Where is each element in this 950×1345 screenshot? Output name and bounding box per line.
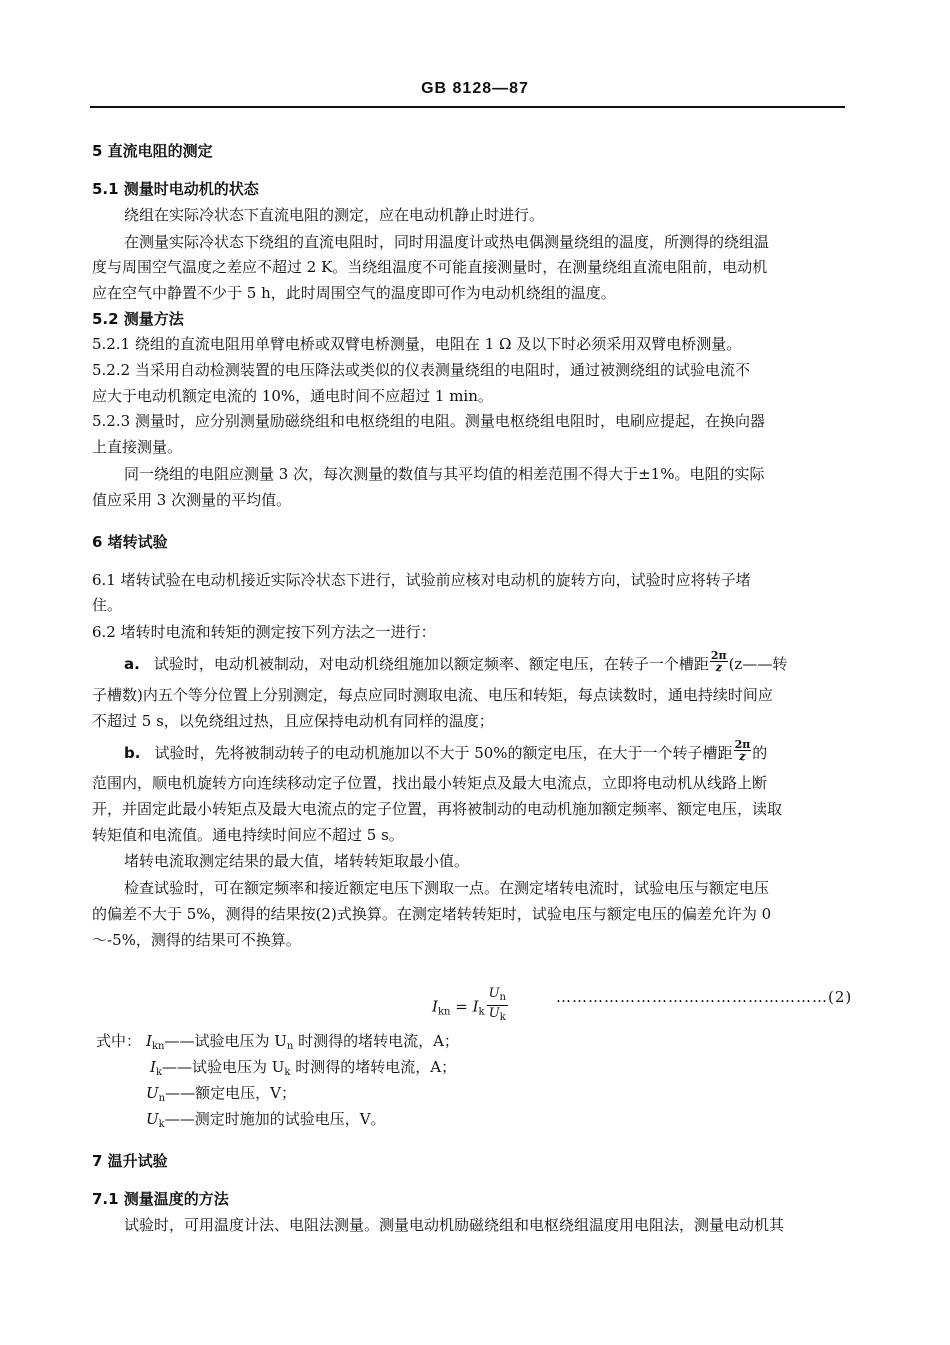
definition-un [146, 1082, 296, 1110]
section-7-1-title: 7.1 测量温度的方法 [92, 1190, 229, 1208]
def-text: ——试验电压为 U [162, 1058, 285, 1076]
def-symbol-sub: n [158, 1093, 166, 1104]
def-symbol: U [146, 1084, 159, 1102]
item-b-label: b. [124, 744, 141, 762]
formula-2 [432, 988, 508, 1027]
paragraph: 值应采用 3 次测量的平均值。 [92, 491, 292, 509]
item-b-text: 的 [752, 744, 768, 762]
clause-5-2-2: 应大于电动机额定电流的 10%，通电时间不应超过 1 min。 [92, 387, 493, 405]
item-a-text: 试验时，电动机被制动，对电动机绕组施加以额定频率、额定电压，在转子一个槽距 [153, 655, 709, 673]
formula-denominator-sub: k [499, 1012, 506, 1023]
clause-6-2: 6.2 堵转时电流和转矩的测定按下列方法之一进行： [92, 623, 436, 641]
formula-numerator: U [488, 986, 500, 1001]
item-b [124, 737, 879, 766]
fraction-numerator: 2π [710, 648, 727, 662]
def-text: ——测定时施加的试验电压，V。 [164, 1110, 386, 1128]
item-a-text: (z——转 [728, 655, 788, 673]
clause-5-2-2: 5.2.2 当采用自动检测装置的电压降法或类似的仪表测量绕组的电阻时，通过被测绕组的试验电流不 [92, 361, 750, 379]
fraction-denominator: z [715, 660, 722, 674]
def-text-post: 时测得的堵转电流，A； [293, 1032, 459, 1050]
header-rule [90, 106, 845, 108]
paragraph: 应在空气中静置不少于 5 h，此时周围空气的温度即可作为电动机绕组的温度。 [92, 284, 616, 302]
clause-6-1: 6.1 堵转试验在电动机接近实际冷状态下进行，试验前应核对电动机的旋转方向，试验时应将转子堵 [92, 571, 751, 589]
formula-lhs-sub: kn [437, 1006, 451, 1018]
item-b: 转矩值和电流值。通电持续时间应不超过 5 s。 [92, 826, 404, 844]
def-text-post: 时测得的堵转电流，A； [290, 1058, 457, 1076]
paragraph: ～-5%，测得的结果可不换算。 [92, 931, 301, 949]
section-5-1-title: 5.1 测量时电动机的状态 [92, 180, 259, 198]
fraction-denominator: z [739, 749, 746, 763]
section-7-title: 7 温升试验 [92, 1152, 168, 1170]
def-symbol: I [146, 1032, 152, 1050]
paragraph: 检查试验时，可在额定频率和接近额定电压下测取一点。在测定堵转电流时，试验电压与额定电压 [124, 879, 770, 897]
formula-fraction [487, 986, 508, 1025]
paragraph: 度与周围空气温度之差应不超过 2 K。当绕组温度不可能直接测量时，在测量绕组直流电阻前，电动机 [92, 258, 768, 276]
paragraph: 在测量实际冷状态下绕组的直流电阻时，同时用温度计或热电偶测量绕组的温度，所测得的绕组温 [124, 233, 770, 251]
formula-number: ……………………………………………(2) [556, 988, 853, 1006]
item-a: 子槽数)内五个等分位置上分别测定，每点应同时测取电流、电压和转矩，每点读数时，通电持续时间应 [92, 686, 773, 704]
page-header: GB 8128—87 [421, 80, 529, 97]
clause-5-2-3: 5.2.3 测量时，应分别测量励磁绕组和电枢绕组的电阻。测量电枢绕组电阻时，电刷应提起，在换向器 [92, 412, 765, 430]
def-text-sub: n [286, 1041, 294, 1052]
paragraph: 同一绕组的电阻应测量 3 次，每次测量的数值与其平均值的相差范围不得大于±1%。电阻的实际 [124, 465, 765, 483]
item-b: 开，并固定此最小转矩点及最大电流点的定子位置，再将被制动的电动机施加额定频率、额定电压，读取 [92, 800, 783, 818]
formula-rhs: I [472, 997, 479, 1016]
section-5-2-title: 5.2 测量方法 [92, 310, 184, 328]
clause-6-1: 住。 [92, 596, 123, 614]
def-symbol-sub: kn [151, 1041, 165, 1052]
clause-5-2-3: 上直接测量。 [92, 438, 183, 456]
paragraph: 的偏差不大于 5%，测得的结果按(2)式换算。在测定堵转转矩时，试验电压与额定电压的偏差允许为 0 [92, 905, 772, 923]
def-symbol-sub: k [155, 1067, 162, 1078]
item-b-text: 试验时，先将被制动转子的电动机施加以不大于 50%的额定电压，在大于一个转子槽距 [154, 744, 733, 762]
fraction-numerator: 2π [734, 737, 751, 751]
definition-uk [146, 1108, 386, 1136]
section-5-title: 5 直流电阻的测定 [92, 142, 213, 160]
formula-equals: = [455, 997, 468, 1016]
definition-ik [150, 1056, 456, 1084]
item-b: 范围内，顺电机旋转方向连续移动定子位置，找出最小转矩点及最大电流点，立即将电动机从线路上断 [92, 774, 768, 792]
paragraph: 试验时，可用温度计法、电阻法测量。测量电动机励磁绕组和电枢绕组温度用电阻法，测量电动机其 [124, 1216, 785, 1234]
def-text: ——额定电压，V； [165, 1084, 296, 1102]
item-a-label: a. [124, 655, 140, 673]
item-a: 不超过 5 s，以免绕组过热，且应保持电动机有同样的温度； [92, 712, 494, 730]
formula-numerator-sub: n [499, 992, 506, 1003]
formula-lhs: I [432, 997, 438, 1016]
section-6-title: 6 堵转试验 [92, 533, 168, 551]
def-symbol: I [150, 1058, 156, 1076]
clause-5-2-1: 5.2.1 绕组的直流电阻用单臂电桥或双臂电桥测量，电阻在 1 Ω 及以下时必须采用双臂电桥测量。 [92, 335, 742, 353]
def-symbol-sub: k [158, 1119, 165, 1130]
where-label: 式中： [96, 1032, 142, 1050]
paragraph: 绕组在实际冷状态下直流电阻的测定，应在电动机静止时进行。 [124, 206, 545, 224]
formula-rhs-sub: k [478, 1006, 485, 1018]
slot-pitch-fraction [710, 650, 728, 673]
def-symbol: U [146, 1110, 159, 1128]
slot-pitch-fraction [734, 739, 752, 762]
def-text: ——试验电压为 U [164, 1032, 287, 1050]
def-text-sub: k [284, 1067, 291, 1078]
item-a [124, 648, 879, 677]
definition-ikn [146, 1030, 459, 1058]
formula-denominator: U [488, 1006, 500, 1021]
paragraph: 堵转电流取测定结果的最大值，堵转转矩取最小值。 [124, 852, 470, 870]
